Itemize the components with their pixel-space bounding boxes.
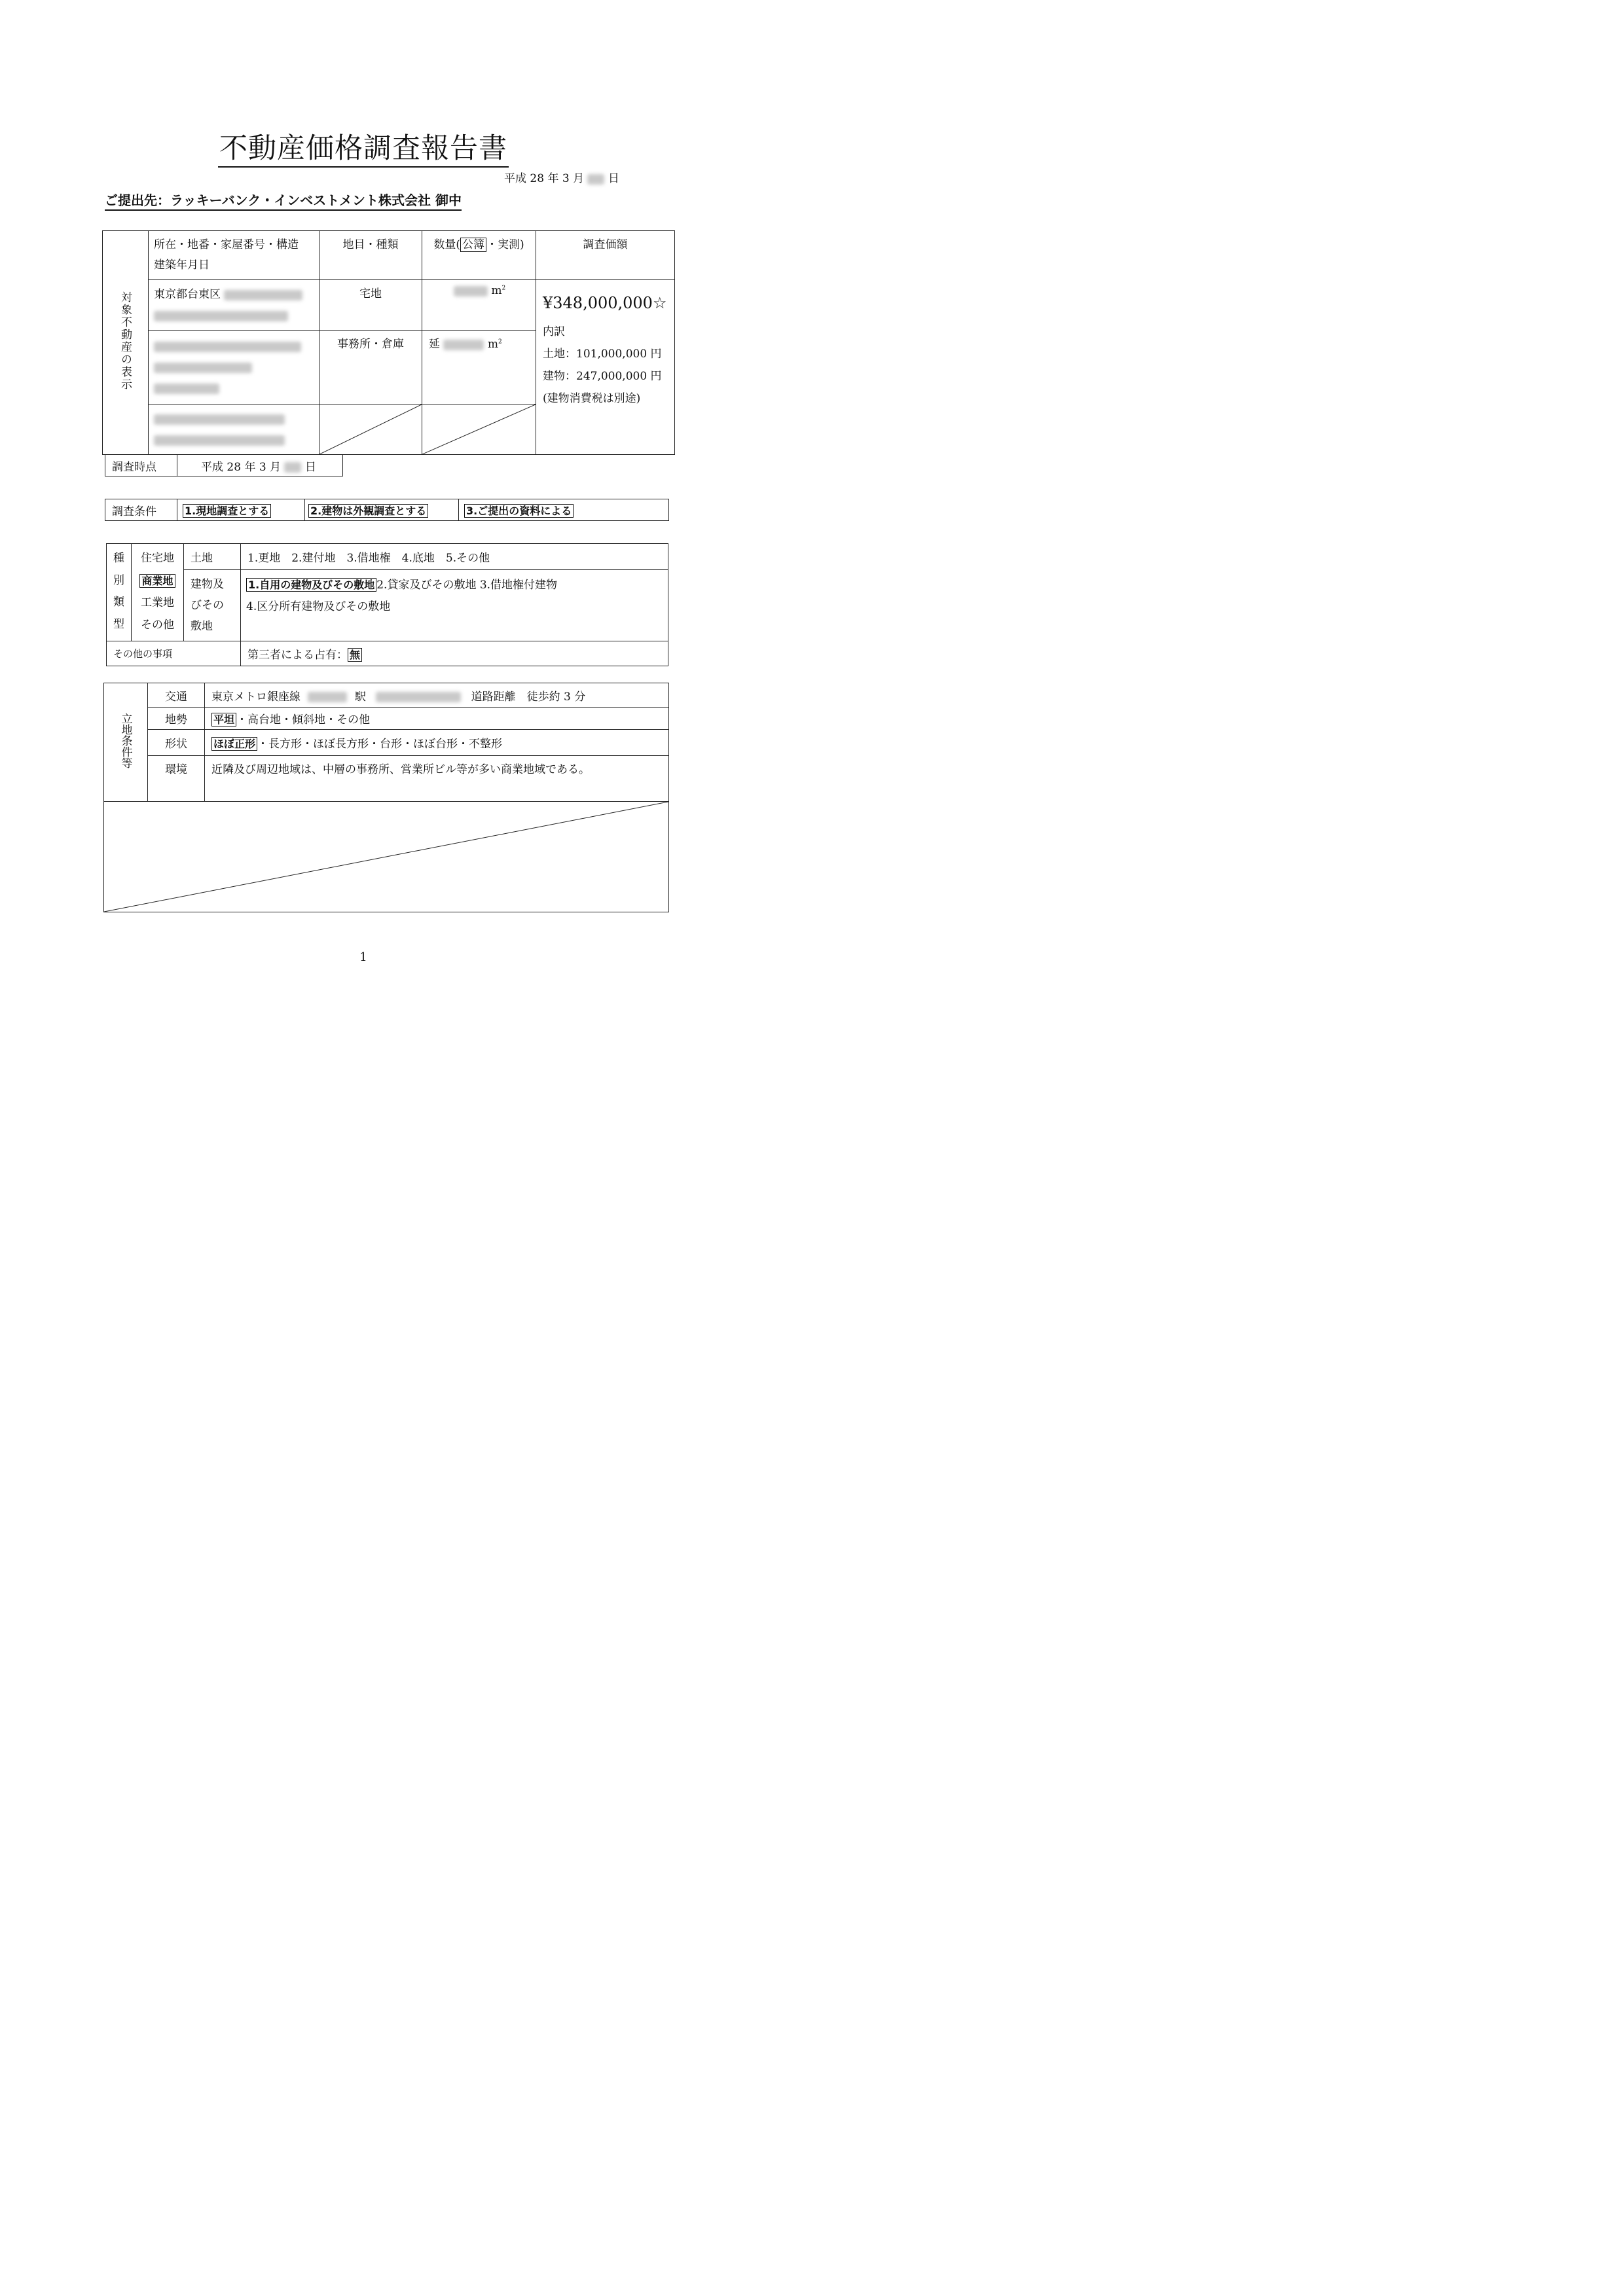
report-date-suffix: 日 [608, 172, 619, 185]
row2-quantity [422, 331, 536, 404]
redacted-station [308, 692, 347, 702]
property-side-label-cell [103, 231, 149, 455]
row1-unit: m [491, 284, 502, 297]
use-commercial-boxed: 商業地 [139, 574, 175, 588]
property-table [102, 230, 675, 455]
redacted-day [284, 462, 301, 473]
classification-side-3: 類 [113, 596, 124, 609]
row1-category: 宅地 [319, 280, 422, 331]
report-date [504, 169, 619, 185]
property-side-label: 対象不動産の表示 [119, 291, 132, 391]
page-number: 1 [359, 950, 367, 964]
building-options [241, 570, 668, 641]
classification-table [106, 543, 668, 666]
classification-side-2: 別 [113, 573, 124, 587]
page-title-text: 不動産価格調査報告書 [218, 132, 509, 168]
shape-rest: ・長方形・ほぼ長方形・台形・ほぼ台形・不整形 [257, 738, 503, 751]
traffic-label: 交通 [148, 683, 205, 708]
other-matters-label: その他の事項 [107, 641, 241, 666]
price-land: 土地：101,000,000 円 [543, 348, 662, 361]
price-cell [536, 280, 675, 455]
recipient: ご提出先：ラッキーバンク・インベストメント株式会社 御中 [105, 190, 462, 211]
occupancy-label: 第三者による占有： [247, 649, 348, 662]
redacted-text [224, 290, 302, 300]
classification-side [107, 544, 132, 641]
condition-item-1 [177, 499, 305, 521]
building-label-1: 建物及 [191, 578, 224, 591]
report-date-prefix: 平成 28 年 3 月 [504, 172, 585, 185]
shape-value [205, 730, 669, 756]
price-building: 建物：247,000,000 円 [543, 370, 662, 383]
terrain-boxed: 平坦 [211, 713, 236, 726]
terrain-rest: ・高台地・傾斜地・その他 [236, 713, 371, 726]
survey-time-prefix: 平成 28 年 3 月 [201, 460, 282, 474]
terrain-label: 地勢 [148, 708, 205, 730]
row3-category-empty [319, 404, 422, 455]
survey-time-value [177, 455, 343, 476]
header-category: 地目・種類 [319, 231, 422, 280]
shape-label: 形状 [148, 730, 205, 756]
header-location-line1: 所在・地番・家屋番号・構造 [154, 238, 299, 251]
use-other: その他 [141, 618, 174, 632]
traffic-line: 東京メトロ銀座線 [211, 690, 301, 704]
location-side-label-cell [104, 683, 148, 802]
terrain-value [205, 708, 669, 730]
diagonal-line [319, 404, 422, 454]
building-option-line2: 4.区分所有建物及びその敷地 [246, 600, 391, 613]
row2-unit: m [487, 338, 498, 351]
blank-area [104, 802, 669, 912]
header-quantity [422, 231, 536, 280]
conditions-table [105, 499, 669, 521]
row2-unit-sup: 2 [498, 338, 502, 346]
building-label-3: 敷地 [191, 620, 213, 633]
header-location [149, 231, 319, 280]
survey-time-label: 調査時点 [105, 455, 177, 476]
diagonal-line [422, 404, 536, 454]
condition-item-2 [305, 499, 459, 521]
diagonal-line [104, 802, 668, 912]
header-price: 調査価額 [536, 231, 675, 280]
redacted-text [154, 384, 219, 394]
redacted-exit [376, 692, 461, 702]
shape-boxed: ほぼ正形 [211, 737, 257, 751]
row2-prefix: 延 [429, 338, 440, 351]
header-location-line2: 建築年月日 [154, 259, 210, 272]
land-label: 土地 [184, 544, 241, 570]
building-label-2: びその [191, 599, 224, 612]
classification-uses [132, 544, 184, 641]
row1-location-text: 東京都台東区 [154, 288, 221, 301]
row1-unit-sup: 2 [501, 285, 506, 292]
redacted-text [154, 311, 288, 321]
conditions-label: 調査条件 [105, 499, 177, 521]
redacted-text [154, 414, 285, 425]
traffic-value [205, 683, 669, 708]
traffic-station: 駅 [354, 690, 366, 704]
row2-location [149, 331, 319, 404]
redacted-text [154, 342, 301, 352]
row2-category: 事務所・倉庫 [319, 331, 422, 404]
occupancy-value: 無 [348, 648, 362, 662]
row1-location [149, 280, 319, 331]
quantity-prefix: 数量( [433, 238, 460, 251]
page-title [0, 126, 727, 166]
building-option-boxed: 1.自用の建物及びその敷地 [246, 578, 376, 592]
quantity-boxed-option: 公簿 [460, 238, 486, 252]
classification-side-4: 型 [113, 617, 124, 631]
redacted-number [443, 340, 484, 350]
price-total: ¥348,000,000☆ [543, 294, 667, 312]
redacted-number [454, 286, 488, 296]
use-commercial [132, 570, 183, 593]
condition-item-2-text: 2.建物は外観調査とする [308, 504, 428, 518]
land-options: 1.更地 2.建付地 3.借地権 4.底地 5.その他 [241, 544, 668, 570]
location-side-label: 立地条件等 [119, 713, 132, 768]
building-label [184, 570, 241, 641]
price-note: (建物消費税は別途) [543, 392, 641, 405]
price-breakdown-label: 内訳 [543, 325, 565, 338]
redacted-day [587, 174, 604, 185]
environment-label: 環境 [148, 756, 205, 802]
row3-quantity-empty [422, 404, 536, 455]
quantity-suffix: ・実測) [486, 238, 524, 251]
condition-item-3-text: 3.ご提出の資料による [464, 504, 574, 518]
condition-item-3 [459, 499, 669, 521]
traffic-distance: 道路距離 徒歩約 3 分 [471, 690, 586, 704]
condition-item-1-text: 1.現地調査とする [183, 504, 271, 518]
environment-value: 近隣及び周辺地域は、中層の事務所、営業所ビル等が多い商業地域である。 [205, 756, 669, 802]
building-option-rest: 2.貸家及びその敷地 3.借地権付建物 [376, 579, 558, 592]
survey-time-suffix: 日 [304, 460, 316, 474]
redacted-text [154, 435, 285, 446]
row3-location [149, 404, 319, 455]
use-residential: 住宅地 [141, 552, 174, 565]
occupancy [241, 641, 668, 666]
survey-time-table [105, 454, 343, 476]
use-industrial: 工業地 [141, 596, 174, 609]
redacted-text [154, 363, 252, 373]
classification-side-1: 種 [113, 552, 124, 565]
row1-quantity [422, 280, 536, 331]
location-conditions-table [103, 683, 669, 912]
